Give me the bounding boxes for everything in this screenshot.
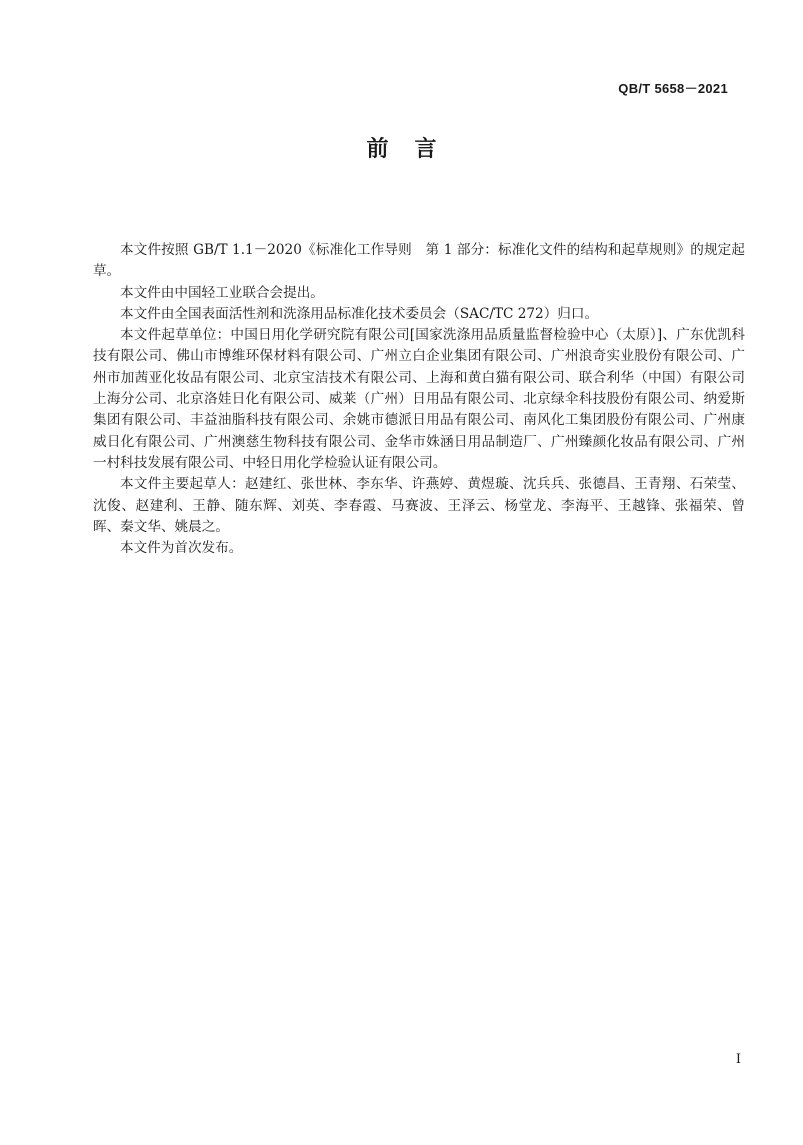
page-title	[0, 132, 803, 163]
paragraph-drafting-rules: 本文件按照 GB/T 1.1－2020《标准化工作导则 第 1 部分：标准化文件的结构和起草规则》的规定起草。	[93, 242, 745, 280]
page-title-char-2: 言	[414, 137, 437, 162]
page-title-char-1: 前	[366, 137, 389, 162]
preface-body	[93, 240, 745, 559]
paragraph-proposer: 本文件由中国轻工业联合会提出。	[120, 284, 324, 301]
standard-code: QB/T 5658－2021	[618, 81, 728, 96]
paragraph-main-drafters: 本文件主要起草人：赵建红、张世林、李东华、许燕婷、黄煜璇、沈兵兵、张德昌、王青翔、石荣莹、沈俊、赵建利、王静、随东辉、刘英、李春霞、马赛波、王泽云、杨堂龙、李海平、王越锋、张福荣、曾晖、秦文华、姚晨之。	[93, 476, 745, 535]
paragraph-technical-committee: 本文件由全国表面活性剂和洗涤用品标准化技术委员会（SAC/TC 272）归口。	[120, 305, 599, 322]
paragraph-first-release: 本文件为首次发布。	[120, 540, 243, 557]
paragraph-drafting-units: 本文件起草单位：中国日用化学研究院有限公司[国家洗涤用品质量监督检验中心（太原）]、广东优凯科技有限公司、佛山市博维环保材料有限公司、广州立白企业集团有限公司、广州浪奇实业股份有限公司、广州市加茜亚化妆品有限公司、北京宝洁技术有限公司、上海和黄白猫有限公司、联合利华（中国）有限公司上海分公司、北京洛娃日化有限公司、威莱（广州）日用品有限公司、北京绿伞科技股份有限公司、纳爱斯集团有限公司、丰益油脂科技有限公司、余姚市德派日用品有限公司、南风化工集团股份有限公司、广州康威日化有限公司、广州澳慈生物科技有限公司、金华市姝涵日用品制造厂、广州臻颜化妆品有限公司、广州一村科技发展有限公司、中轻日用化学检验认证有限公司。	[93, 327, 745, 471]
page-number: I	[735, 1052, 741, 1067]
